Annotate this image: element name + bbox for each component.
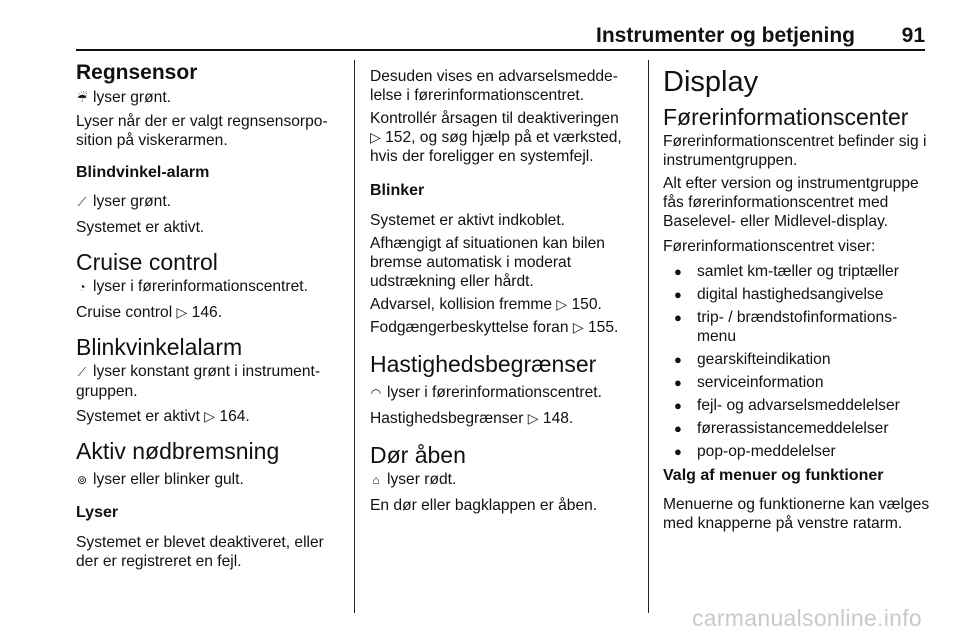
watermark: carmanualsonline.info — [691, 605, 922, 631]
heading-dor-aben: Dør åben — [370, 442, 466, 468]
col3-p3: Førerinformationscentret viser: — [663, 238, 876, 255]
lyser-desc: Systemet er blevet deaktiveret, eller der er registreret en fejl. — [76, 534, 324, 570]
heading-regnsensor: Regnsensor — [76, 61, 198, 84]
page-number: 91 — [901, 24, 925, 47]
list-item: ● serviceinformation — [663, 373, 931, 392]
page-ref-arrow-icon: ▷ — [572, 319, 584, 335]
heading-cruise: Cruise control — [76, 249, 218, 275]
rain-sensor-icon: ☔ — [76, 91, 88, 105]
list-item: ● samlet km-tæller og triptæller — [663, 262, 931, 281]
blinker-l4-ref[interactable]: 155. — [587, 319, 619, 336]
cruise-desc: Cruise control — [76, 304, 173, 321]
page-ref-arrow-icon: ▷ — [370, 129, 381, 145]
col2-check-ref: 152, og søg hjælp på et værksted, hvis der foreligger en systemfejl. — [370, 129, 622, 165]
speed-limiter-icon: ◠ — [370, 386, 382, 400]
door-open-icon: ⌂ — [372, 473, 380, 487]
blinker-l2: Afhængigt af situationen kan bilen bremse automatisk i moderat udstrækning eller hårdt. — [370, 235, 605, 290]
blind-spot-icon: ⟋ — [77, 365, 87, 379]
cruise-ref[interactable]: 146. — [191, 304, 223, 321]
hastighed-status: lyser i førerinformationscentret. — [387, 384, 602, 401]
blind-spot-icon: ⟋ — [77, 195, 87, 209]
column-divider — [354, 60, 355, 613]
heading-blindvinkel: Blindvinkel-alarm — [76, 164, 210, 181]
heading-aktiv-nodbremsning: Aktiv nødbremsning — [76, 438, 280, 464]
regnsensor-status: lyser grønt. — [93, 89, 171, 106]
blinker-l3: Advarsel, kollision fremme — [370, 296, 552, 313]
list-item: ● førerassistancemeddelelser — [663, 419, 931, 438]
col2-check: Kontrollér årsagen til deaktiveringen ▷ 152, og søg hjælp på et værksted, hvis der foreligger en systemfejl. — [370, 110, 622, 165]
cruise-control-icon: ◔ — [78, 280, 86, 294]
list-item: ● pop-op-meddelelser — [663, 442, 931, 461]
heading-hastighedsbegraenser: Hastighedsbegrænser — [370, 351, 597, 377]
column-divider — [648, 60, 649, 613]
list-item: ● fejl- og advarselsmeddelelser — [663, 396, 931, 415]
column-right — [663, 64, 931, 533]
list-item: ● trip- / brændstofinformations-menu — [663, 308, 931, 346]
heading-lyser: Lyser — [76, 504, 119, 521]
regnsensor-desc: Lyser når der er valgt regnsensorpo-sition på viskerarmen. — [76, 113, 328, 149]
col3-p1: Førerinformationscentret befinder sig i instrumentgruppen. — [663, 133, 927, 169]
dor-status: lyser rødt. — [387, 471, 457, 488]
blinker-l3-ref[interactable]: 150. — [571, 296, 602, 313]
heading-valg-af-menuer: Valg af menuer og funktioner — [663, 467, 884, 484]
col3-p4: Menuerne og funktionerne kan vælges med knapperne på venstre ratarm. — [663, 496, 930, 532]
heading-blinkvinkelalarm: Blinkvinkelalarm — [76, 334, 243, 360]
page-ref-arrow-icon: ▷ — [204, 408, 216, 424]
blinkvinkelalarm-ref[interactable]: 164. — [219, 408, 250, 425]
page-header — [76, 24, 925, 52]
heading-display: Display — [663, 66, 759, 98]
page-ref-arrow-icon: ▷ — [556, 296, 568, 312]
blinkvinkelalarm-status: lyser konstant grønt i instrument-gruppen. — [76, 363, 321, 400]
page-ref-arrow-icon: ▷ — [527, 410, 539, 426]
heading-blinker: Blinker — [370, 182, 425, 199]
dor-desc: En dør eller bagklappen er åben. — [370, 497, 598, 514]
aktiv-status: lyser eller blinker gult. — [93, 471, 244, 488]
page-ref-arrow-icon: ▷ — [176, 304, 188, 320]
blindvinkel-desc: Systemet er aktivt. — [76, 219, 205, 236]
list-item: ● gearskifteindikation — [663, 350, 931, 369]
heading-forerinformationscenter: Førerinformationscenter — [663, 104, 909, 130]
column-middle — [370, 67, 640, 515]
list-item: ● digital hastighedsangivelse — [663, 285, 931, 304]
display-features-list — [663, 262, 931, 461]
col3-p2: Alt efter version og instrumentgruppe fås førerinformationscentret med Baselevel- eller Midlevel-display. — [663, 175, 919, 230]
hastighed-desc: Hastighedsbegrænser — [370, 410, 524, 427]
cruise-status: lyser i førerinformationscentret. — [93, 278, 308, 295]
col2-intro: Desuden vises en advarselsmedde-lelse i førerinformationscentret. — [370, 68, 618, 104]
blinkvinkelalarm-desc: Systemet er aktivt — [76, 408, 200, 425]
emergency-brake-icon: ⊚ — [76, 473, 88, 487]
column-left — [76, 58, 342, 571]
header-title: Instrumenter og betjening — [595, 24, 855, 47]
hastighed-ref[interactable]: 148. — [542, 410, 574, 427]
blinker-l4: Fodgængerbeskyttelse foran — [370, 319, 569, 336]
header-rule — [76, 49, 925, 51]
blinker-l1: Systemet er aktivt indkoblet. — [370, 212, 566, 229]
blindvinkel-status: lyser grønt. — [93, 193, 171, 210]
